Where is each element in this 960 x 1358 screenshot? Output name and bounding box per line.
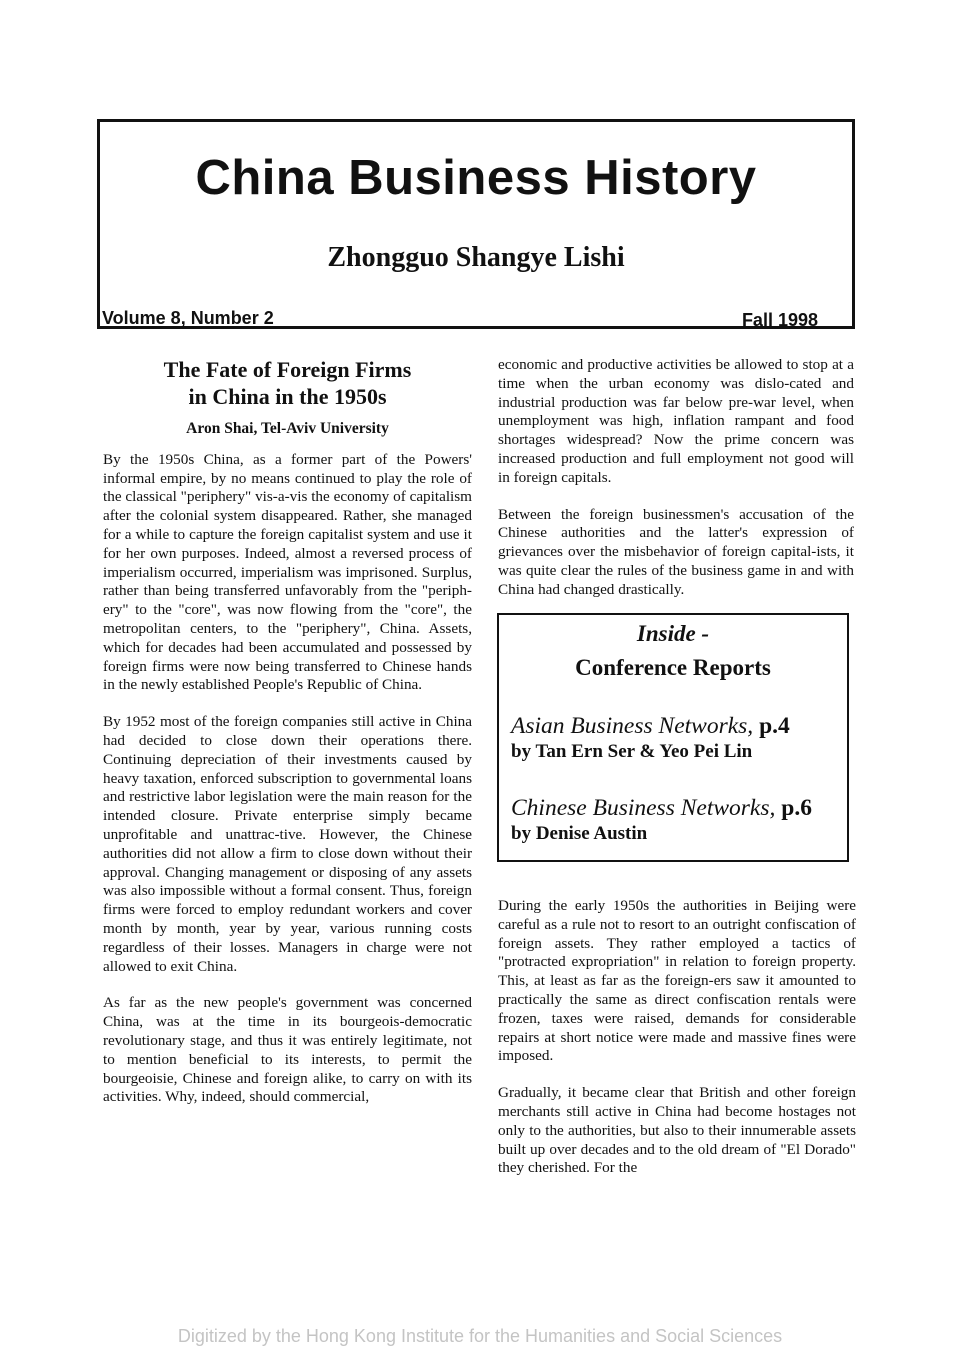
newsletter-subtitle: Zhongguo Shangye Lishi [327,242,625,273]
inside-item [511,794,839,846]
paragraph: As far as the new people's government was concerned China, was at the time in its bourgeois-democratic revolutionary stage, and thus it was entirely legitimate, not to mention beneficial to its interests, to permit the bourgeoisie, Chinese and foreign alike, to carry on with its activities. Why, indeed, should commercial, [103,994,472,1106]
paragraph: Between the foreign businessmen's accusation of the Chinese authorities and the latter's expression of grievances over the misbehavior of foreign capital-ists, it was quite clear the rules of the business game in and with China had changed drastically. [498,505,854,598]
newsletter-title: China Business History [195,151,757,205]
inside-item-page: p.4 [759,713,790,739]
masthead [97,119,855,329]
inside-box [497,613,849,862]
left-column [103,356,472,1125]
paragraph: By 1952 most of the foreign companies still active in China had decided to close down their operations there. Continuing depreciation of their investments caused by heavy taxation, enforced subscription to governmental loans and restrictive labor legislation were the main reason for the intended closure. Private enterprise simply became unprofitable and unattrac-tive. However, the Chinese authorities did not allow a firm to close down without their approval. Changing management or disposing of any assets was also impossible without a formal consent. Thus, foreign firms were forced to employ redundant workers and cover month by month, year by year, various running costs regardless of their losses. Managers in charge were not allowed to exit China. [103,713,472,975]
paragraph: Gradually, it became clear that British and other foreign merchants still active in China had become hostages not only to the authorities, but also to their innumerable assets built up over decades and to the old dream of "El Dorado" they cherished. For the [498,1084,856,1177]
inside-item-byline: by Tan Ern Ser & Yeo Pei Lin [511,741,753,762]
digitization-footer: Digitized by the Hong Kong Institute for the Humanities and Social Sciences [177,1326,783,1346]
inside-item-byline: by Denise Austin [511,823,648,844]
inside-heading: Inside - [636,621,710,646]
paragraph: During the early 1950s the authorities in Beijing were careful as a rule not to resort to an outright confiscation of foreign assets. They rather employed a tactics of "protracted expropriation" in relation to foreign property. This, at least as far as the foreign-ers saw it amounted to practically the same as direct confiscation rentals were frozen, taxes were raised, demands for considerable repairs at short notice were made and massive fines were imposed. [498,897,856,1065]
inside-item-title: Asian Business Networks, [511,713,754,739]
inside-subheading: Conference Reports [575,655,771,680]
paragraph: By the 1950s China, as a former part of the Powers' informal empire, by no means continued to play the role of the classical "periphery" vis-a-vis the economy of capitalism after the colonial system disappeared. Rather, she managed for a while to capture the foreign capitalist system and use it for her own purposes. Indeed, almost a reversed process of imperialism occurred, imperialism was imprisoned. Surplus, rather than being transferred unfavorably from the "periph-ery" to the "core", was now flowing from the "core", the metropolitan centers, to the "periphery", China. Assets, which for decades had been accumulated and possessed by foreign firms were now being transferred to Chinese hands in the newly established People's Republic of China. [103,450,472,694]
right-column-bottom [498,897,856,1196]
article-title-line-1: The Fate of Foreign Firms [163,357,412,382]
inside-item-title: Chinese Business Networks, [511,795,776,821]
article-title-line-2: in China in the 1950s [188,384,387,409]
article-byline: Aron Shai, Tel-Aviv University [186,420,389,437]
inside-item-page: p.6 [781,795,812,821]
paragraph: economic and productive activities be allowed to stop at a time when the urban economy was dislo-cated and industrial production was far below pre-war level, when unemployment was high, inflation rampant and food shortages widespread? Now the prime concern was increased production and full employment not good will in foreign capitals. [498,356,854,486]
right-column-top [498,356,854,618]
issue-date: Fall 1998 [741,310,818,330]
volume-number: Volume 8, Number 2 [102,308,274,328]
inside-item [511,712,839,764]
article-title [103,356,472,410]
